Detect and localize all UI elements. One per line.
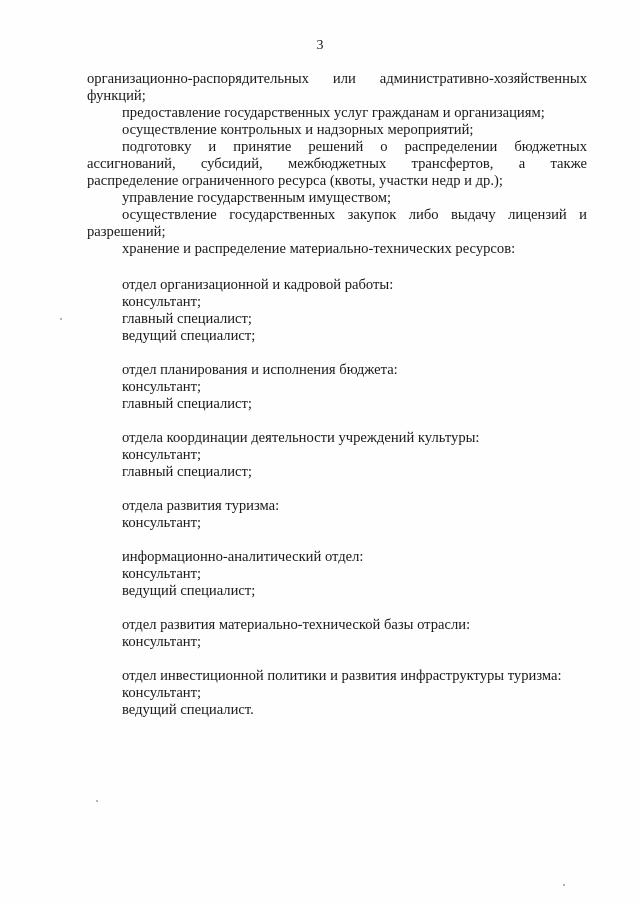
department-title: отдел организационной и кадровой работы: [122,277,394,293]
intro-line-8: осуществление государственных закупок либо выдачу лицензий и [122,207,587,223]
intro-line-2: предоставление государственных услуг гражданам и организациям; [122,105,545,121]
position-item: ведущий специалист; [122,328,256,344]
position-item: консультант; [122,515,202,531]
intro-section [87,71,587,258]
position-item: ведущий специалист. [122,702,254,718]
position-item: консультант; [122,685,202,701]
department-block [87,498,587,532]
department-block [87,668,587,719]
department-title: отдел инвестиционной политики и развития инфраструктуры туризма: [122,668,562,684]
department-block [87,277,587,345]
intro-line-3: осуществление контрольных и надзорных мероприятий; [122,122,474,138]
department-block [87,430,587,481]
scan-speck [96,800,98,802]
department-block [87,549,587,600]
document-body [87,71,587,719]
scan-speck [60,318,62,320]
department-block [87,362,587,413]
position-item: консультант; [122,566,202,582]
position-item: консультант; [122,447,202,463]
department-block [87,617,587,651]
position-item: главный специалист; [122,311,252,327]
department-title: отдела развития туризма: [122,498,280,514]
intro-line-0: организационно-распорядительных или административно-хозяйственных [87,71,587,87]
position-item: главный специалист; [122,396,252,412]
intro-line-5: ассигнований, субсидий, межбюджетных трансфертов, а также [87,156,587,172]
intro-line-9: разрешений; [87,224,166,240]
intro-line-1: функций; [87,88,146,104]
position-item: консультант; [122,294,202,310]
position-item: консультант; [122,634,202,650]
department-title: отдел планирования и исполнения бюджета: [122,362,398,378]
department-title: отдела координации деятельности учреждений культуры: [122,430,480,446]
intro-line-4: подготовку и принятие решений о распределении бюджетных [122,139,587,155]
page-number: 3 [316,38,324,53]
position-item: ведущий специалист; [122,583,256,599]
position-item: консультант; [122,379,202,395]
intro-line-7: управление государственным имуществом; [122,190,392,206]
intro-line-6: распределение ограниченного ресурса (квоты, участки недр и др.); [87,173,503,189]
position-item: главный специалист; [122,464,252,480]
department-title: отдел развития материально-технической базы отрасли: [122,617,471,633]
scan-speck [563,884,565,886]
intro-line-10: хранение и распределение материально-технических ресурсов: [122,241,516,257]
department-title: информационно-аналитический отдел: [122,549,364,565]
